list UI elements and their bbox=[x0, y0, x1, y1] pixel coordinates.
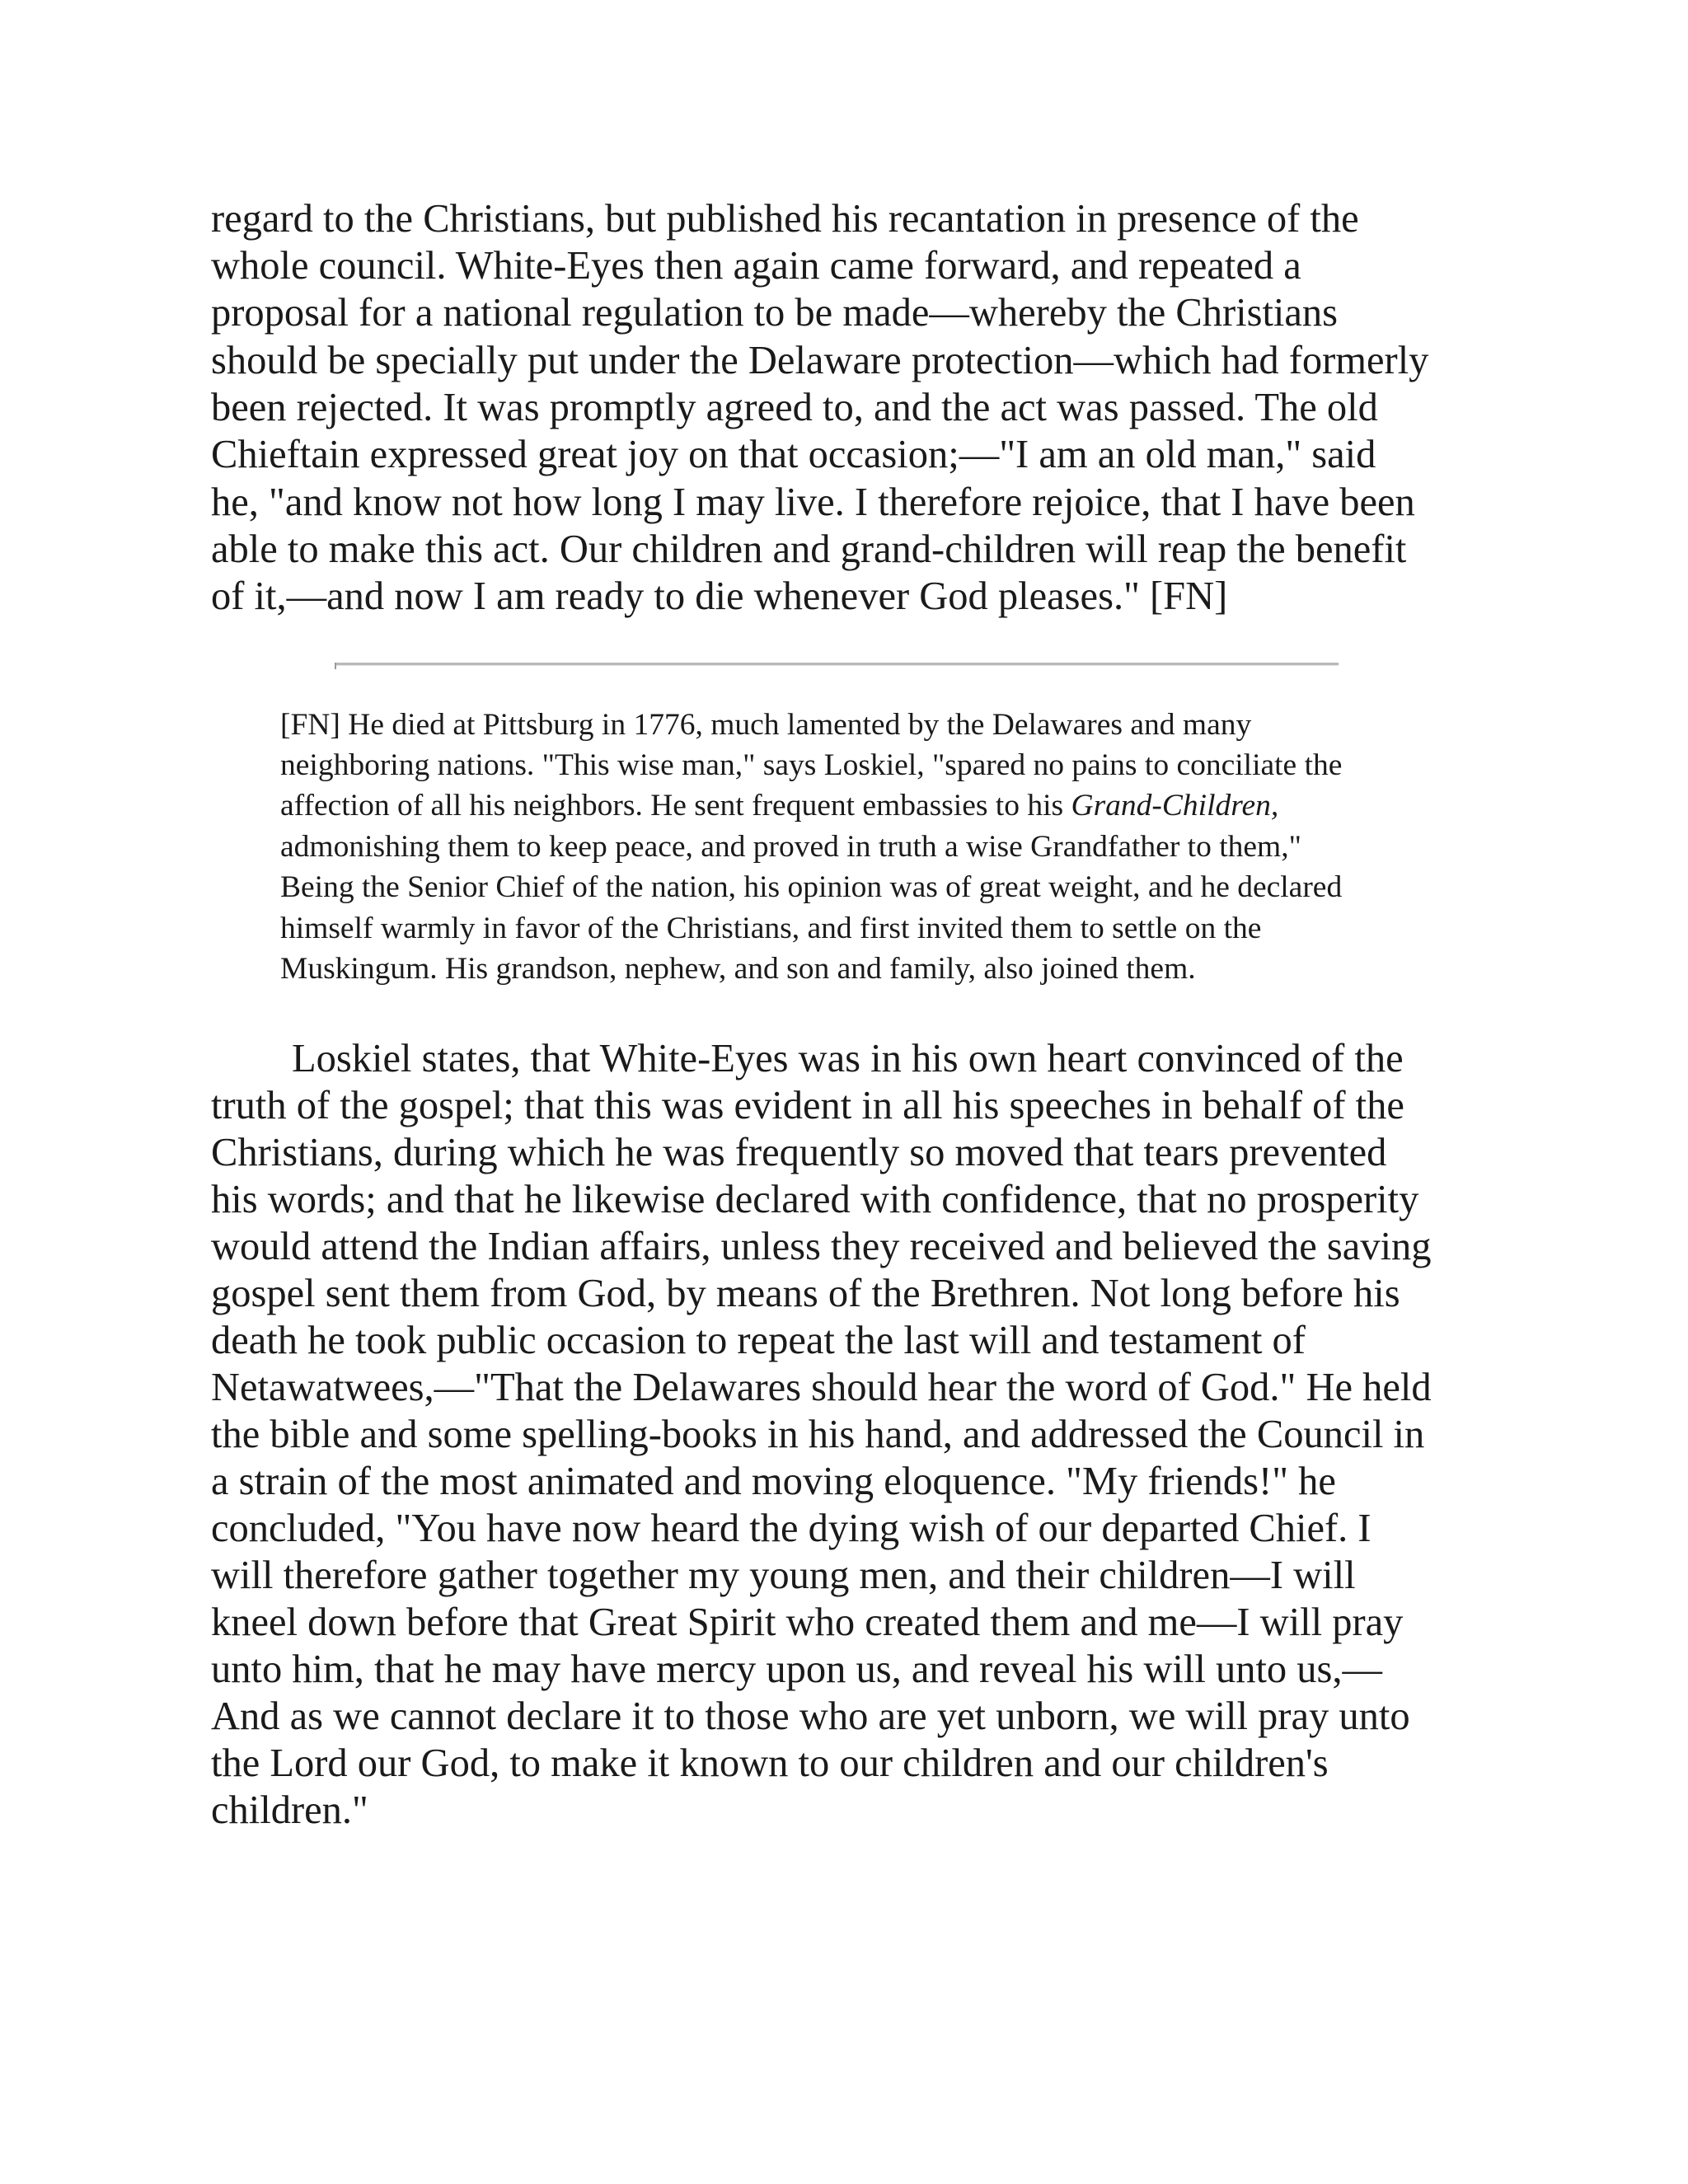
text-line: Chieftain expressed great joy on that occasion;—"I am an old man," said bbox=[211, 433, 1376, 476]
text-line: gospel sent them from God, by means of the Brethren. Not long before his bbox=[211, 1272, 1400, 1315]
text-line: of it,—and now I am ready to die whenever God pleases." [FN] bbox=[211, 574, 1228, 618]
text-line: proposal for a national regulation to be made—whereby the Christians bbox=[211, 291, 1339, 335]
footnote-line: Muskingum. His grandson, nephew, and son and family, also joined them. bbox=[280, 952, 1196, 986]
text-line: the bible and some spelling-books in his hand, and addressed the Council in bbox=[211, 1413, 1425, 1456]
footnote-line: himself warmly in favor of the Christians, and first invited them to settle on the bbox=[280, 912, 1262, 945]
text-line: death he took public occasion to repeat the last will and testament of bbox=[211, 1319, 1306, 1362]
text-line: kneel down before that Great Spirit who created them and me—I will pray bbox=[211, 1601, 1404, 1644]
text-line: should be specially put under the Delaware protection—which had formerly bbox=[211, 339, 1429, 382]
text-line: whole council. White-Eyes then again came forward, and repeated a bbox=[211, 244, 1301, 288]
footnote-line: admonishing them to keep peace, and proved in truth a wise Grandfather to them," bbox=[280, 830, 1301, 864]
text-line: Netawatwees,—"That the Delawares should hear the word of God." He held bbox=[211, 1366, 1432, 1409]
text-line: would attend the Indian affairs, unless they received and believed the saving bbox=[211, 1225, 1432, 1268]
footnote-line: [FN] He died at Pittsburg in 1776, much lamented by the Delawares and many bbox=[280, 708, 1252, 742]
italic-term: Grand-Children, bbox=[1071, 789, 1279, 823]
text-line: unto him, that he may have mercy upon us, and reveal his will unto us,— bbox=[211, 1647, 1383, 1691]
text-line: been rejected. It was promptly agreed to, and the act was passed. The old bbox=[211, 386, 1378, 429]
text-line: he, "and know not how long I may live. I therefore rejoice, that I have been bbox=[211, 480, 1415, 524]
text-line: able to make this act. Our children and grand-children will reap the benefit bbox=[211, 527, 1407, 571]
footnote-line: Being the Senior Chief of the nation, his opinion was of great weight, and he declared bbox=[280, 870, 1343, 904]
text-line: the Lord our God, to make it known to our children and our children's bbox=[211, 1741, 1329, 1785]
text-line: truth of the gospel; that this was evident in all his speeches in behalf of the bbox=[211, 1084, 1404, 1127]
footnote-line bbox=[280, 788, 1278, 823]
footnote-divider bbox=[335, 663, 1339, 666]
text-line: children." bbox=[211, 1788, 368, 1832]
text-line: Christians, during which he was frequently so moved that tears prevented bbox=[211, 1131, 1387, 1174]
text-line: will therefore gather together my young men, and their children—I will bbox=[211, 1554, 1356, 1597]
footnote-line: neighboring nations. "This wise man," says Loskiel, "spared no pains to conciliate the bbox=[280, 748, 1343, 782]
footnote-text: affection of all his neighbors. He sent frequent embassies to his bbox=[280, 789, 1071, 823]
text-line: regard to the Christians, but published his recantation in presence of the bbox=[211, 197, 1359, 241]
text-line: And as we cannot declare it to those who are yet unborn, we will pray unto bbox=[211, 1694, 1410, 1738]
text-line: concluded, "You have now heard the dying wish of our departed Chief. I bbox=[211, 1507, 1372, 1550]
text-line: a strain of the most animated and moving eloquence. "My friends!" he bbox=[211, 1460, 1336, 1503]
text-line: his words; and that he likewise declared with confidence, that no prosperity bbox=[211, 1178, 1419, 1221]
text-line: Loskiel states, that White-Eyes was in his own heart convinced of the bbox=[292, 1037, 1404, 1080]
